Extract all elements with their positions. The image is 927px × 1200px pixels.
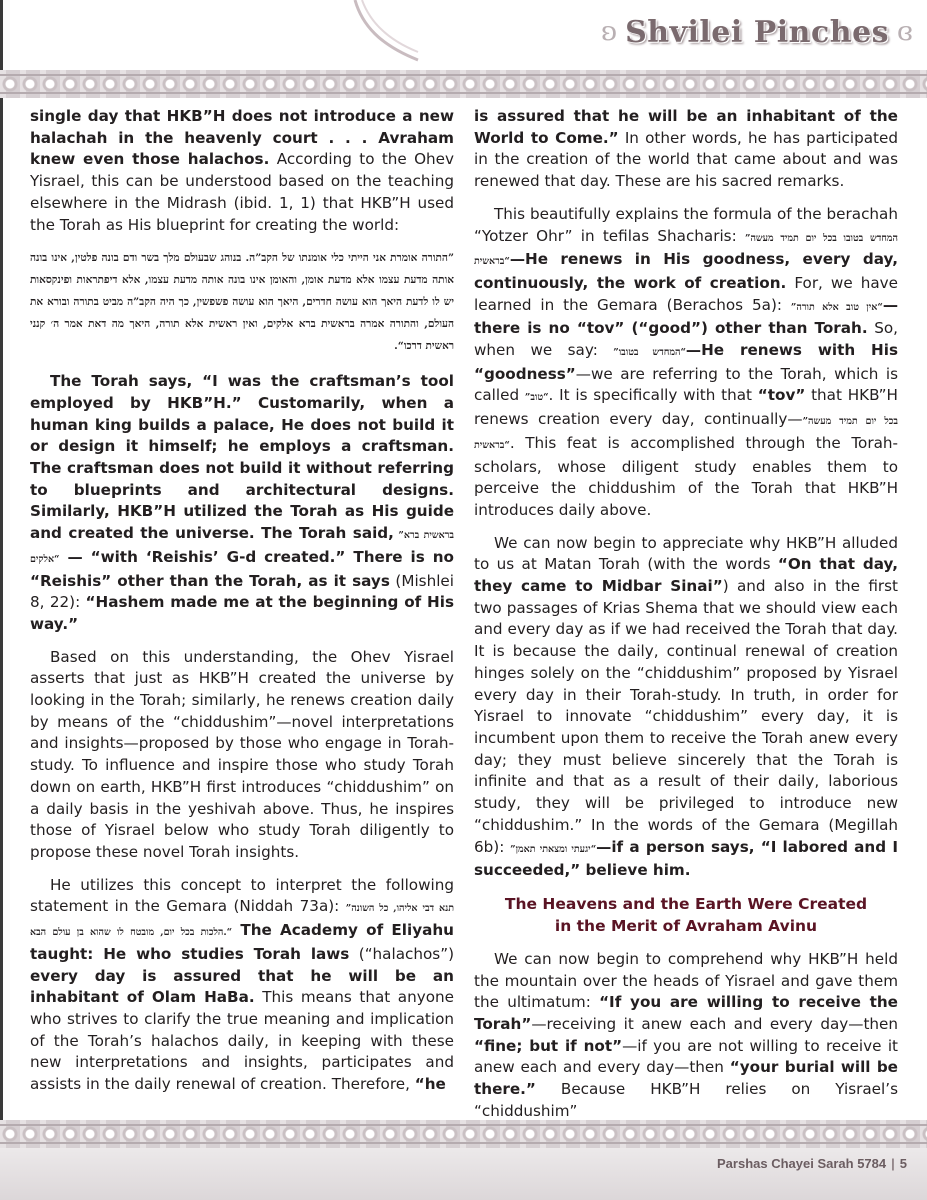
issue-title: Parshas Chayei Sarah 5784 [717,1156,887,1171]
text-run: In other words, he has participated in the creation of the world that came about and was renewed that day. These are his sacred remarks. [474,128,898,191]
bold-text-run: every day is assured that he will be an inhabitant of Olam HaBa. [30,966,454,1007]
text-run: —we are referring to the Torah, which is called [474,364,898,405]
text-run: Based on this understanding, the Ohev Yisrael asserts that just as HKB”H created the universe by looking in the Torah; similarly, he renews creation daily by means of the “chiddushim”—novel interpretations and insights—proposed by those who engage in Torah-study. To influence and inspire those who study Torah down on earth, HKB”H first introduces “chiddushim” on a daily basis in the yeshivah above. Thus, he inspires those of Yisrael below who study Torah diligently to propose these novel Torah insights. [30,647,454,861]
right-column [474,106,898,1134]
text-run: . It is specifically with that [548,386,758,405]
ornamental-border-top [0,70,927,98]
text-run: —receiving it anew each and every day—then [531,1015,898,1034]
left-column [30,106,454,1107]
bold-text-run: “If you are willing to receive the Torah” [474,993,898,1034]
hebrew-citation: ”יגעתי ומצאתי תאמן“ [510,843,597,855]
bold-text-run: single day that HKB”H does not introduce a new halachah in the heavenly court . . . Avraham knew even those halachos. [30,107,454,169]
bold-text-run: The Torah says, “I was the craftsman’s tool employed by HKB”H.” Customarily, when a human king builds a palace, He does not build it or design it himself; he employs a craftsman. The craftsman does not build it without referring to blueprints and architectural designs. Similarly, HKB”H utilized the Torah as His guide and created the universe. The Torah said, [30,372,454,543]
paragraph [30,371,454,635]
bold-text-run: “tov” [757,386,806,405]
bold-text-run: “fine; but if not” [474,1036,623,1055]
text-run: Because HKB”H relies on Yisrael’s “chiddushim” [474,1080,898,1120]
paragraph [30,106,454,236]
text-run: This means that anyone who strives to clarify the true meaning and implication of the Torah’s halachos daily, in keeping with these new interpretations and insights, participates and assists in the daily renewal of creation. Therefore, [30,988,454,1094]
page-number: 5 [899,1156,907,1171]
bold-text-run: “On that day, they came to Midbar Sinai” [474,555,898,596]
paragraph [30,875,454,1096]
bold-text-run: “your burial will be there.” [474,1058,898,1099]
running-header [601,8,913,56]
hebrew-citation: ”בכל יום תמיד מעשה בראשית“ [474,416,898,451]
footer-separator: | [891,1156,895,1171]
hebrew-citation: ”המחדש בטובו“ [613,347,686,359]
paragraph [30,647,454,864]
bold-text-run: “Hashem made me at the beginning of His way.” [30,593,455,633]
text-run: We can now begin to appreciate why HKB”H alluded to us at Matan Torah (with the words [474,533,898,574]
text-run: that HKB”H renews creation every day, continually— [474,386,898,429]
text-run: For, we have learned in the Gemara (Berachos 5a): [474,273,898,314]
paragraph [474,949,898,1123]
bold-text-run: —there is no “tov” (“good”) other than Torah. [474,295,898,338]
hebrew-citation: ”טוב“ [524,392,549,404]
title-flourish-left-icon: ʚ [601,17,618,47]
bold-text-run: — “with ‘Reishis’ G-d created.” [59,547,346,566]
page-footer [717,1156,907,1171]
header-swoosh-decoration [300,0,420,70]
bold-text-run: —He renews with His “goodness” [474,341,899,383]
hebrew-citation: ”תנא דבי אליהו, כל השונה הלכות בכל יום, מובטח לו שהוא בן עולם הבא.“ [30,903,454,939]
bold-text-run: —He renews in His goodness, every day, continuously, the work of creation. [474,250,898,292]
text-run: . This feat is accomplished through the Torah-scholars, whose diligent study enables them to perceive the chiddushim of the Torah that HKB”H introduces daily above. [474,433,898,519]
text-run: He utilizes this concept to interpret the following statement in the Gemara (Niddah 73a): [30,875,454,916]
bold-text-run: There is no “Reishis” other than the Torah, as it says [30,547,454,590]
text-run: (“halachos”) [349,944,454,963]
bold-text-run: The Academy of Eliyahu taught: He who studies Torah laws [30,921,454,963]
page-edge [0,0,3,1200]
text-run: —if you are not willing to receive it anew each and every day—then [474,1036,898,1077]
text-run: ) and also in the first two passages of Krias Shema that we should view each and every day as if we had received the Torah that day. It is because the daily, continual renewal of creation hinges solely on the “chiddushim” proposed by Yisrael every day in their Torah-study. In truth, in order for Yisrael to innovate “chiddushim” every day, it is incumbent upon them to receive the Torah anew every day; they must believe sincerely that the Torah is infinite and that as a result of their daily, laborious study, they will be privileged to introduce new “chiddushim.” In the words of the Gemara (Megillah 6b): [474,577,898,856]
text-run: (Mishlei 8, 22): [30,571,454,612]
title-flourish-right-icon: ɞ [897,17,913,47]
paragraph [474,533,898,882]
hebrew-quote: ”התורה אומרת אני הייתי כלי אומנתו של הקב”ה. בנוהג שבעולם מלך בשר ודם בונה פלטין, אינו בונה אותה מדעת עצמו אלא מדעת אומן, והאומן אינו בונה אותה מדעת עצמו, אלא דיפתראות ופינקסאות יש לו לדעת היאך הוא עושה חדרים, היאך הוא עושה פשפשין, כך היה הקב”ה מביט בתורה ובורא את העולם, והתורה אמרה בראשית ברא אלקים, ואין ראשית אלא תורה, היאך מה דאת אמר ה׳ קנני ראשית דרכו“. [30,252,454,353]
hebrew-citation: ”המחדש בטובו בכל יום תמיד מעשה בראשית“ [474,232,898,268]
bold-text-run: —if a person says, “I labored and I succeeded,” believe him. [474,837,898,880]
ornamental-border-bottom [0,1120,927,1148]
text-run: So, when we say: [474,319,898,360]
publication-title: Shvilei Pinches [625,14,890,50]
section-heading-line: The Heavens and the Earth Were Created [504,894,868,913]
bold-text-run: is assured that he will be an inhabitant of the World to Come.” [474,107,898,147]
text-run: We can now begin to comprehend why HKB”H held the mountain over the heads of Yisrael and gave them the ultimatum: [474,949,898,1012]
section-heading [474,893,898,937]
text-run: This beautifully explains the formula of the berachah “Yotzer Ohr” in tefilas Shacharis: [474,204,898,245]
text-run: According to the Ohev Yisrael, this can be understood based on the teaching elsewhere in the Midrash (ibid. 1, 1) that HKB”H used the Torah as His blueprint for creating the world: [30,150,454,234]
paragraph [474,106,898,193]
section-heading-line: in the Merit of Avraham Avinu [554,916,818,935]
hebrew-citation: ”בראשית ברא אלקים“ [30,530,454,565]
hebrew-citation: ”אין טוב אלא תורה“ [790,301,883,313]
bold-text-run: “he [414,1075,446,1094]
paragraph [474,204,898,522]
